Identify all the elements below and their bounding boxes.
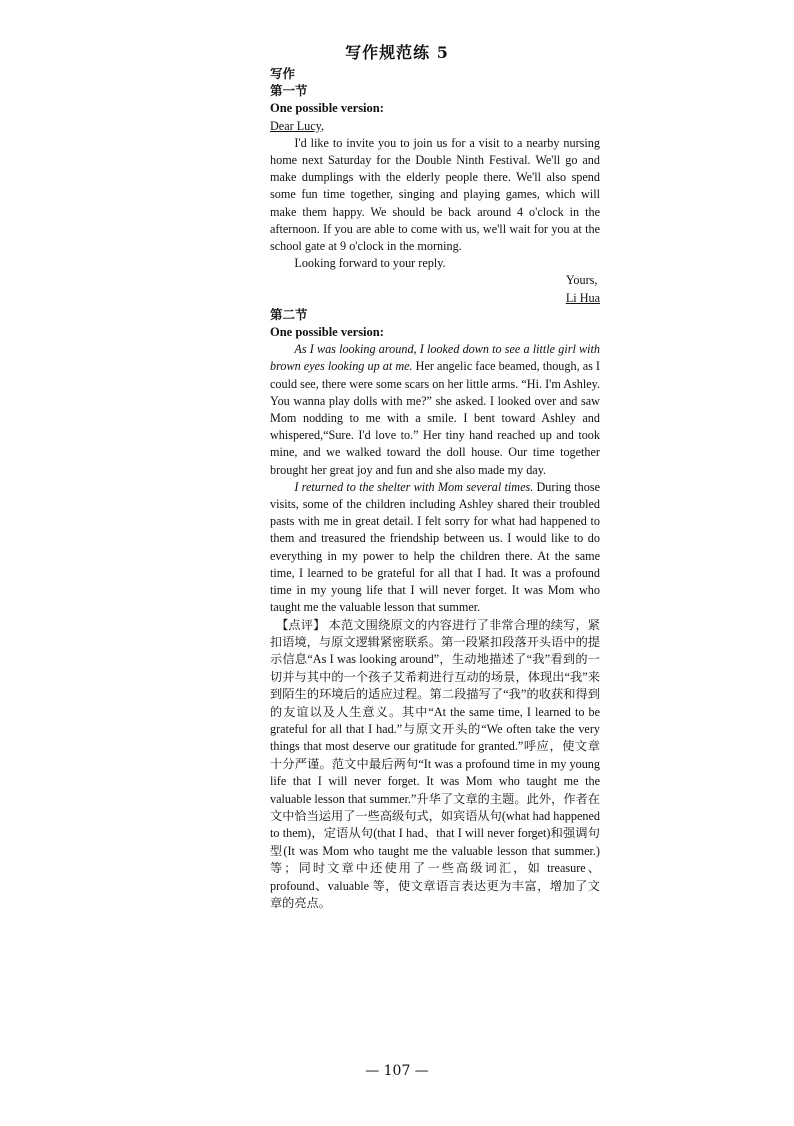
letter-body: I'd like to invite you to join us for a visit to a nearby nursing home next Saturday for the Double Ninth Festival. We'll go and make dumplings with the elderly people there. We'll also spend some fun time together, singing and playing games, which will make them happy. We should be back around 4 o'clock in the afternoon. If you are able to come with us, we'll wait for you at the school gate at 9 o'clock in the morning.: [270, 135, 600, 254]
part1-version-label: One possible version:: [270, 101, 384, 116]
story-p2-rest: During those visits, some of the children including Ashley shared their troubled pasts with me in great detail. I felt sorry for what had happened to them and treasured the friendship between us. I would like to do everything in my power to help the children there. At the same time, I learned to be grateful for all that I had. It was a profound time in my young life that I will never forget. It was Mom who taught me the valuable lesson that summer.: [270, 479, 600, 615]
story-p1-rest: Her angelic face beamed, though, as I could see, there were some scars on her little arms. “Hi. I'm Ashley. You wanna play dolls with me?” she asked. I looked over and saw Mom nodding to me with a smile. I bent toward Ashley and whispered,“Sure. I'd love to.” Her tiny hand reached up and took mine, and we walked toward the doll house. Our time together brought her great joy and fun and she also made my day.: [270, 359, 600, 477]
signature-name: Li Hua: [565, 290, 600, 305]
story-paragraph-2: [270, 479, 600, 617]
part1-heading: 第一节: [270, 84, 308, 99]
story-paragraph-1: [270, 341, 600, 479]
story-p1-lead: As I was looking around, I looked down to see a little girl with brown eyes looking up at me.: [270, 342, 600, 374]
letter-closing-line: Looking forward to your reply.: [294, 256, 446, 271]
signature-closing: Yours,: [565, 273, 598, 288]
page-number: — 107 —: [365, 1063, 429, 1079]
review-comment: 【点评】 本范文围绕原文的内容进行了非常合理的续写，紧扣语境，与原文逻辑紧密联系。第一段紧扣段落开头语中的提示信息“As I was looking around”，生动地描述了“我”看到的一切并与其中的一个孩子艾希莉进行互动的场景，体现出“我”来到陌生的环境后的适应过程。第二段描写了“我”的收获和得到的友谊以及人生意义。其中“At the same time, I learned to be grateful for all that I had.”与原文开头的“We often take the very things that most deserve our gratitude for granted.”呼应，使文章十分严谨。范文中最后两句“It was a profound time in my young life that I will never forget. It was Mom who taught me the valuable lesson that summer.”升华了文章的主题。此外，作者在文中恰当运用了一些高级句式，如宾语从句(what had happened to them)，定语从句(that I had、that I will never forget)和强调句型(It was Mom who taught me the valuable lesson that summer.)等；同时文章中还使用了一些高级词汇，如 treasure、profound、valuable 等，使文章语言表达更为丰富，增加了文章的亮点。: [270, 617, 600, 910]
section-heading: 写作: [270, 67, 296, 81]
letter-signature: [270, 272, 600, 306]
part2-version-label: One possible version:: [270, 325, 384, 340]
letter-greeting: Dear Lucy,: [270, 118, 325, 133]
content-column: [270, 66, 600, 912]
page-title: 写作规范练 5: [345, 43, 449, 62]
part2-heading: 第二节: [270, 307, 308, 322]
story-p2-lead: I returned to the shelter with Mom several times.: [294, 479, 534, 494]
